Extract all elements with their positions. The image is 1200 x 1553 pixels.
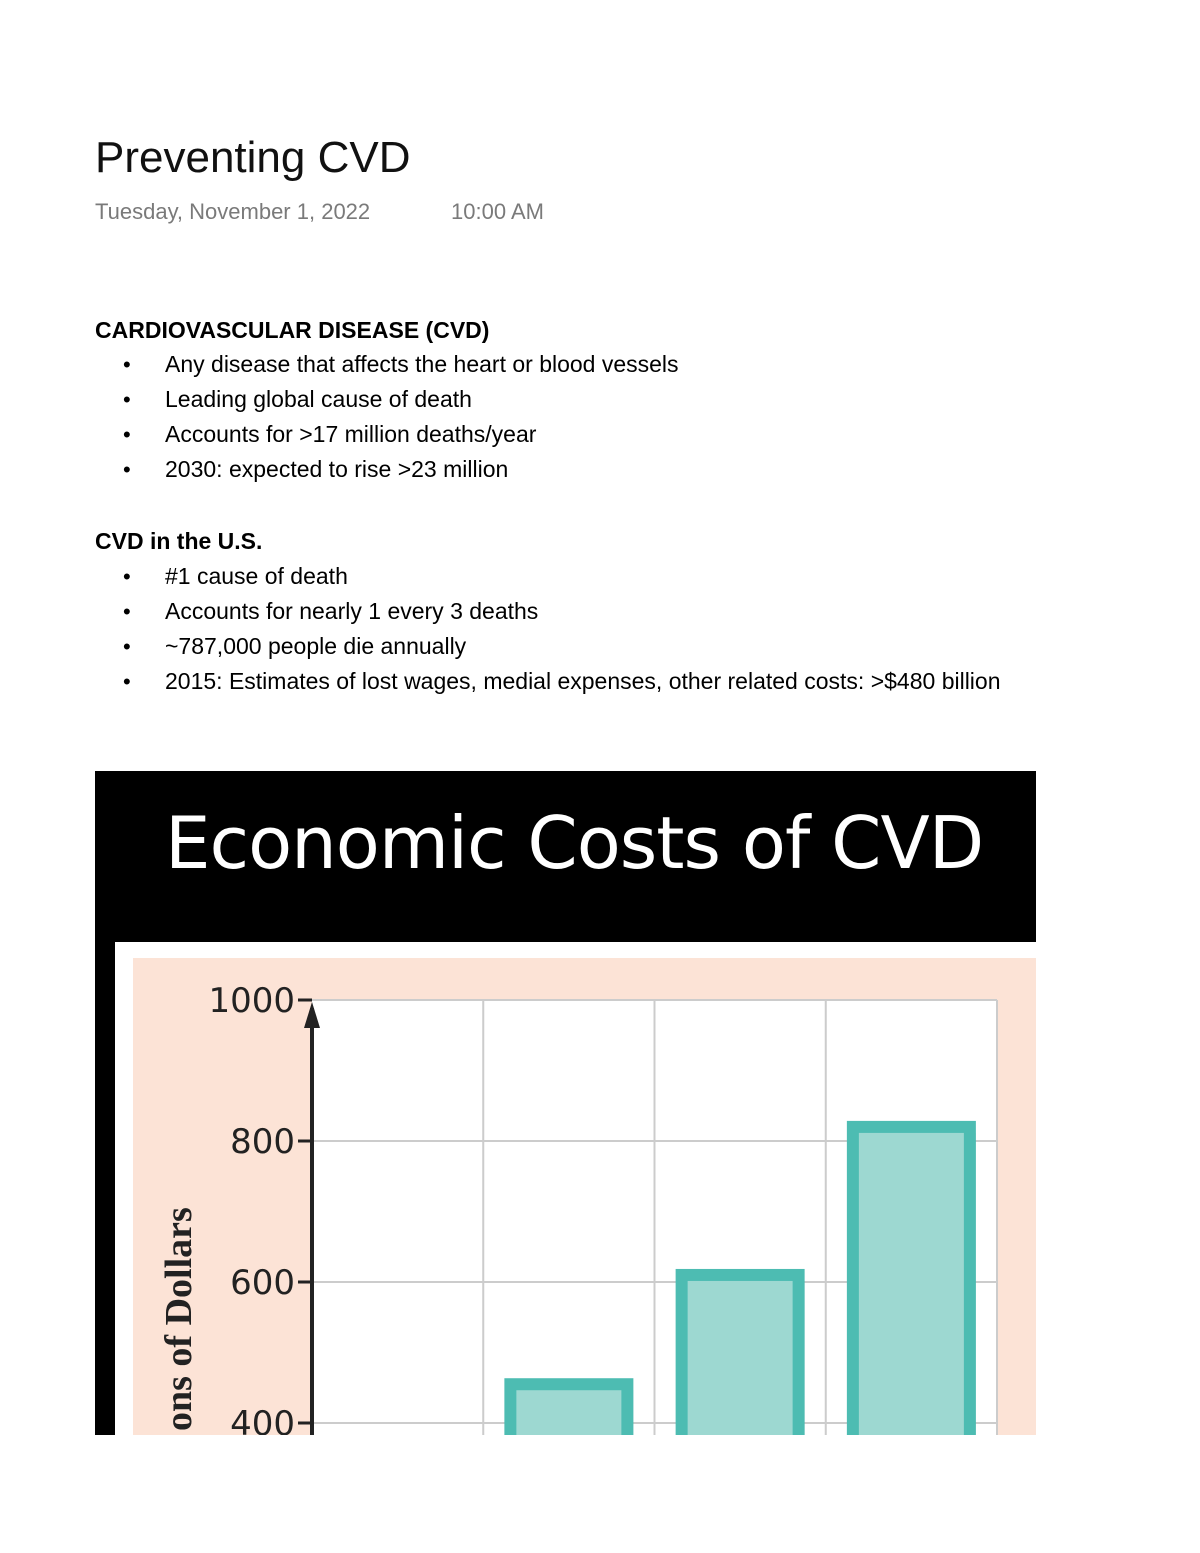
page-date: Tuesday, November 1, 2022 [95, 199, 371, 224]
list-item: • Any disease that affects the heart or blood vessels [95, 347, 1055, 382]
y-tick-label: 600 [230, 1263, 295, 1303]
list-item: • ~787,000 people die annually [95, 629, 1055, 664]
cvd-bullet-list [95, 347, 1055, 487]
y-axis-label: ons of Dollars [158, 1207, 200, 1431]
bar [510, 1384, 627, 1435]
page-meta [95, 199, 544, 225]
list-item: • 2015: Estimates of lost wages, medial expenses, other related costs: >$480 billion [95, 664, 1055, 699]
page-title: Preventing CVD [95, 133, 411, 182]
bar-chart [95, 771, 1036, 1435]
section-heading-cvd: CARDIOVASCULAR DISEASE (CVD) [95, 317, 490, 343]
figure-title: Economic Costs of CVD [165, 801, 984, 885]
economic-costs-figure [95, 771, 1036, 1435]
list-item: • 2030: expected to rise >23 million [95, 452, 1055, 487]
list-item: • Accounts for nearly 1 every 3 deaths [95, 594, 1055, 629]
page-time: 10:00 AM [451, 199, 544, 224]
us-bullet-list [95, 559, 1055, 699]
list-item: • #1 cause of death [95, 559, 1055, 594]
y-tick-label: 400 [230, 1404, 295, 1435]
section-heading-us: CVD in the U.S. [95, 528, 263, 554]
y-tick-label: 800 [230, 1122, 295, 1162]
list-item: • Leading global cause of death [95, 382, 1055, 417]
list-item: • Accounts for >17 million deaths/year [95, 417, 1055, 452]
bar [853, 1127, 970, 1435]
y-tick-label: 1000 [208, 981, 295, 1021]
bar [682, 1275, 799, 1435]
